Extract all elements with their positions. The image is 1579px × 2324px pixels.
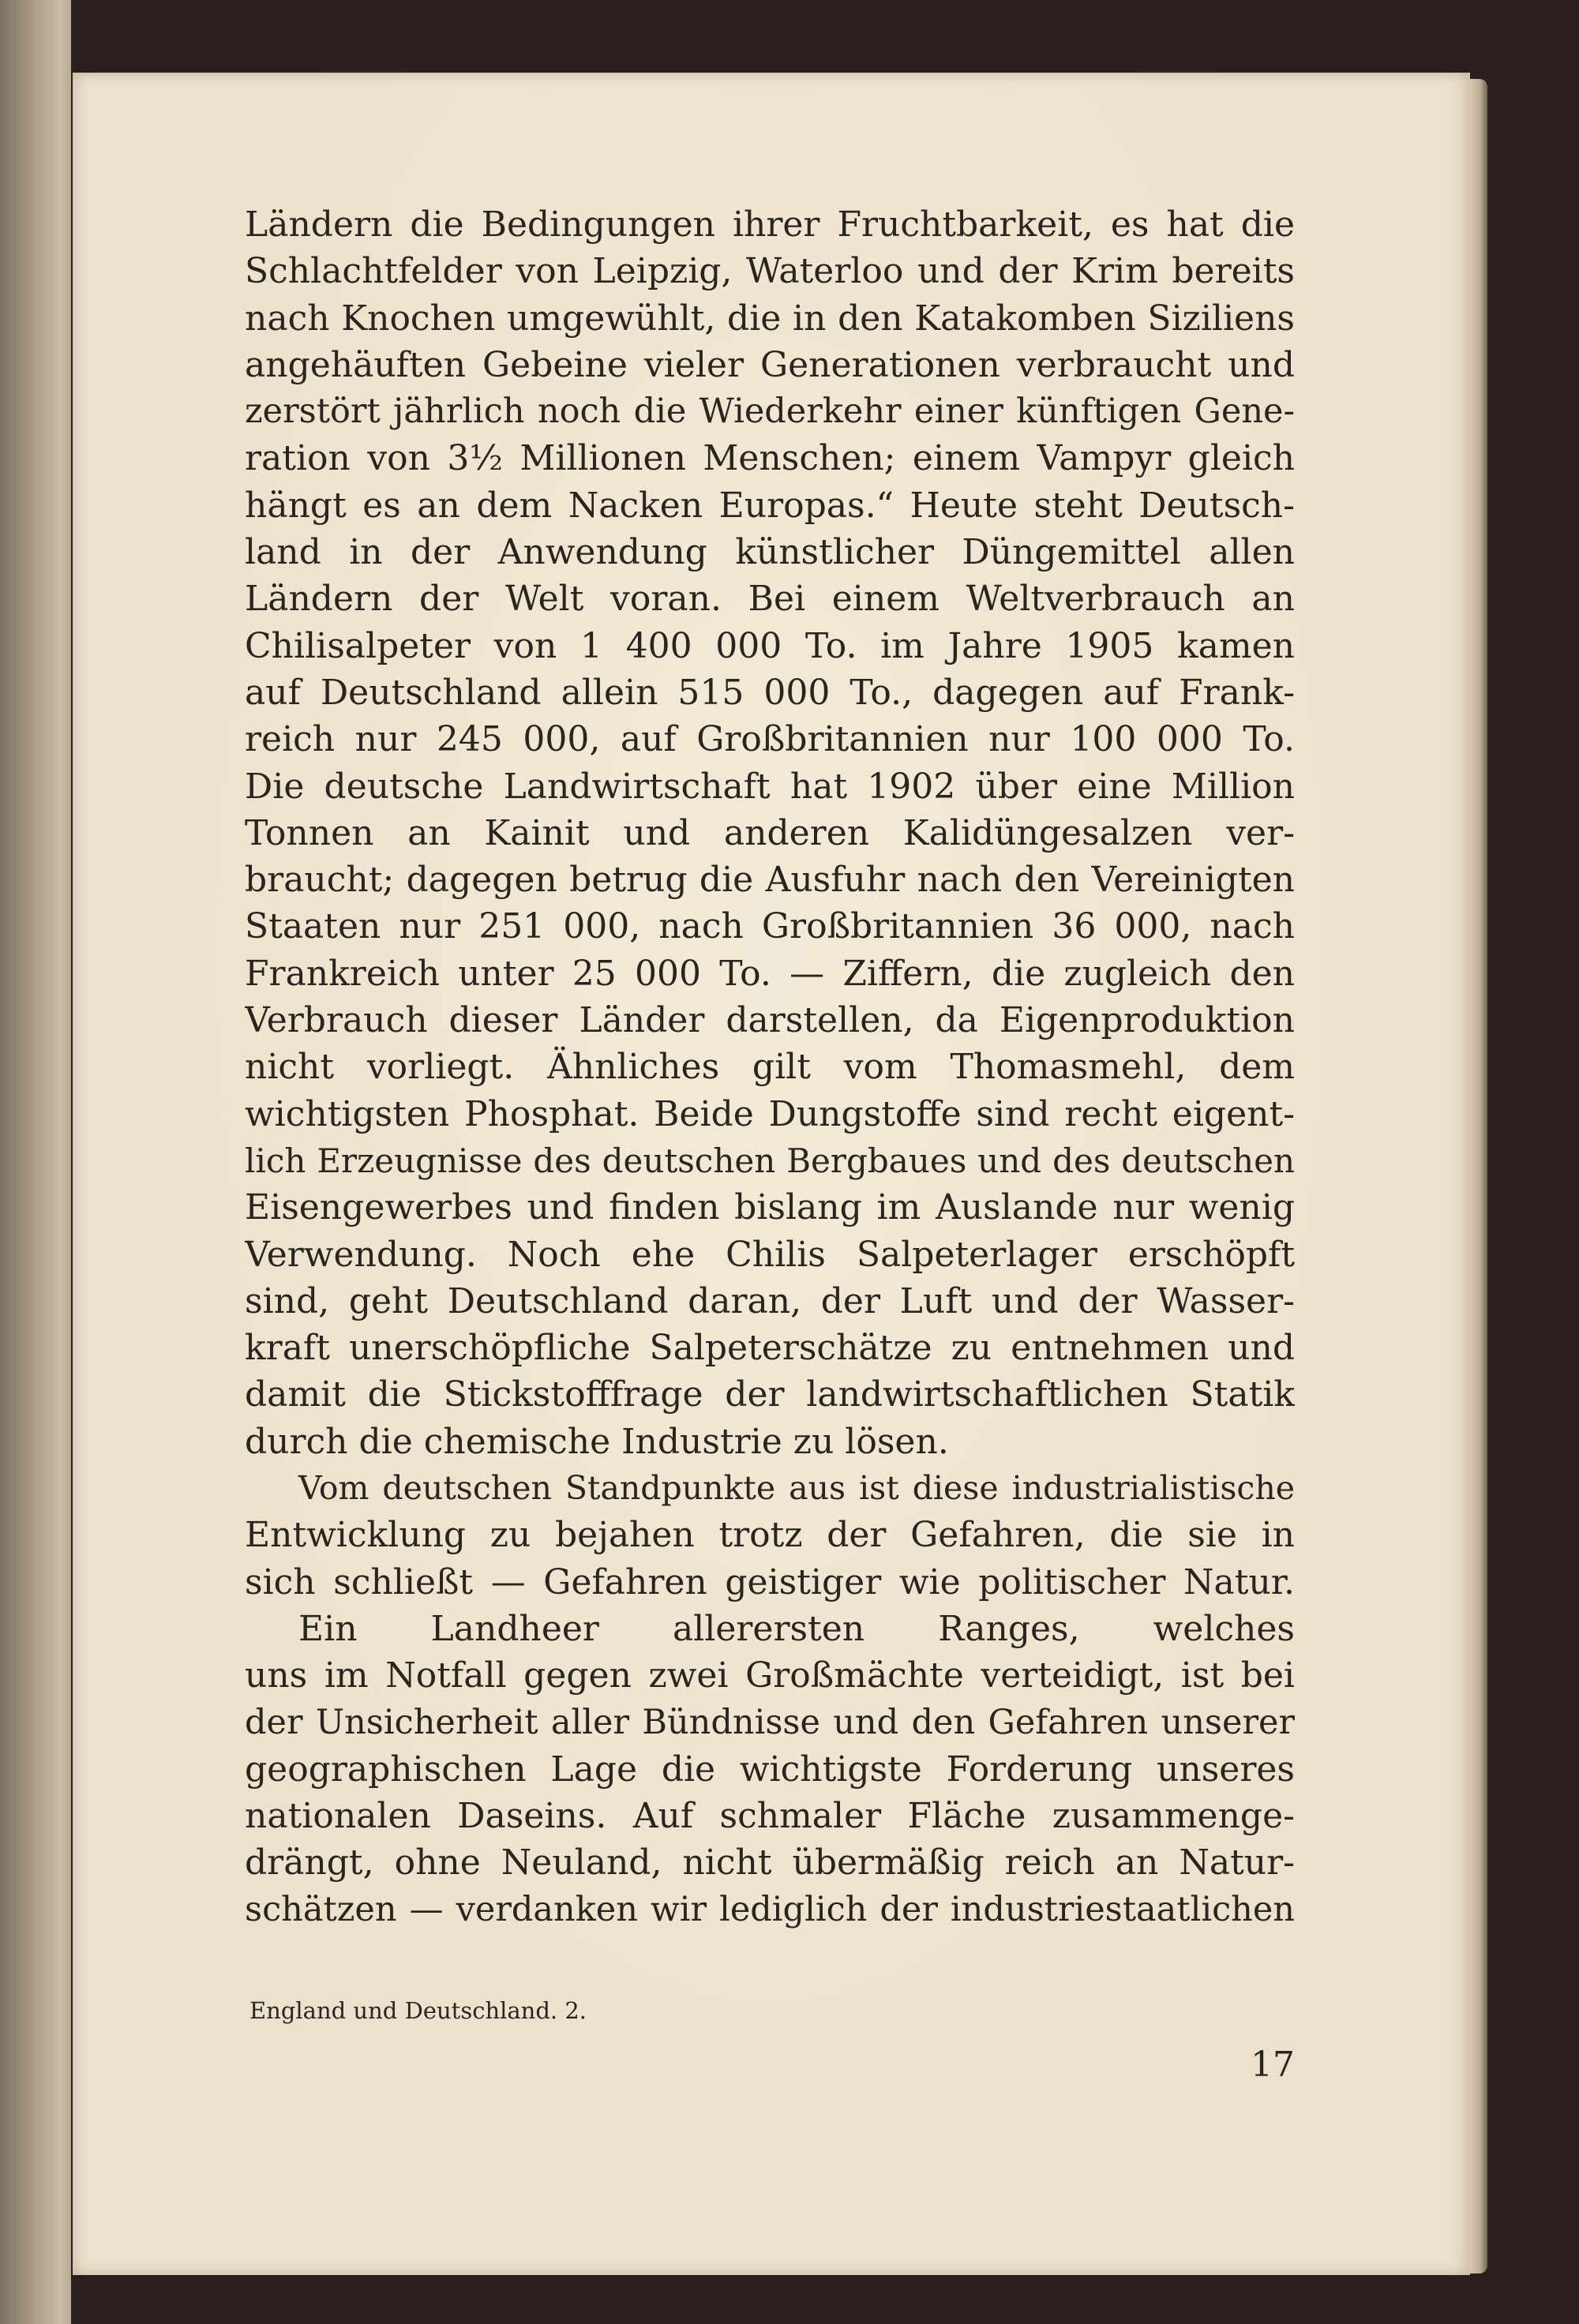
signature-mark: England und Deutschland. 2. (249, 1997, 587, 2024)
text-line: sich schließt — Gefahren geistiger wie politischer Natur. (245, 1561, 1295, 1602)
text-line: nach Knochen umgewühlt, die in den Katakomben Siziliens (245, 298, 1295, 339)
text-line: wichtigsten Phosphat. Beide Dungstoffe sind recht eigent- (245, 1093, 1295, 1134)
text-line: Schlachtfelder von Leipzig, Waterloo und der Krim bereits (245, 251, 1295, 292)
text-line: der Unsicherheit aller Bündnisse und den Gefahren unserer (245, 1702, 1295, 1742)
text-line: land in der Anwendung künstlicher Düngemittel allen (245, 532, 1295, 573)
text-line: drängt, ohne Neuland, nicht übermäßig reich an Natur- (245, 1842, 1295, 1884)
text-line: Verbrauch dieser Länder darstellen, da Eigenproduktion (245, 1000, 1295, 1041)
text-line: schätzen — verdanken wir lediglich der industriestaatlichen (245, 1889, 1295, 1929)
text-line: Frankreich unter 25 000 To. — Ziffern, die zugleich den (245, 953, 1295, 994)
text-line: Ländern die Bedingungen ihrer Fruchtbarkeit, es hat die (245, 204, 1295, 245)
text-line: Tonnen an Kainit und anderen Kalidüngesalzen ver- (245, 812, 1295, 853)
text-line: Entwicklung zu bejahen trotz der Gefahren, die sie in (245, 1515, 1295, 1556)
text-line: reich nur 245 000, auf Großbritannien nur 100 000 To. (245, 719, 1295, 760)
book-spine (0, 0, 71, 2324)
page-edge (1470, 79, 1487, 2273)
text-line: sind, geht Deutschland daran, der Luft und der Wasser- (245, 1280, 1295, 1321)
text-line: Chilisalpeter von 1 400 000 To. im Jahre 1905 kamen (245, 625, 1295, 666)
page-number: 17 (1251, 2045, 1295, 2085)
text-line: auf Deutschland allein 515 000 To., dagegen auf Frank- (245, 672, 1295, 713)
text-line: braucht; dagegen betrug die Ausfuhr nach den Vereinigten (245, 860, 1295, 901)
text-line: kraft unerschöpfliche Salpeterschätze zu entnehmen und (245, 1328, 1295, 1369)
text-line: Ländern der Welt voran. Bei einem Weltverbrauch an (245, 579, 1295, 620)
text-line: ration von 3½ Millionen Menschen; einem Vampyr gleich (245, 438, 1295, 479)
text-line: Ein Landheer allerersten Ranges, welches (298, 1608, 1295, 1649)
text-line: damit die Stickstofffrage der landwirtschaftlichen Statik (245, 1374, 1295, 1415)
text-line: nationalen Daseins. Auf schmaler Fläche zusammenge- (245, 1796, 1295, 1837)
text-line: angehäuften Gebeine vieler Generationen verbraucht und (245, 344, 1295, 385)
text-line: Staaten nur 251 000, nach Großbritannien 36 000, nach (245, 906, 1295, 947)
text-line: zerstört jährlich noch die Wiederkehr einer künftigen Gene- (245, 392, 1295, 432)
text-line: durch die chemische Industrie zu lösen. (245, 1421, 949, 1462)
text-line: nicht vorliegt. Ähnliches gilt vom Thomasmehl, dem (245, 1047, 1295, 1088)
text-line: Die deutsche Landwirtschaft hat 1902 über eine Million (245, 766, 1295, 807)
text-line: geographischen Lage die wichtigste Forderung unseres (245, 1749, 1295, 1790)
text-line: Verwendung. Noch ehe Chilis Salpeterlager erschöpft (245, 1234, 1295, 1275)
text-line: lich Erzeugnisse des deutschen Bergbaues und des deutschen (245, 1141, 1295, 1180)
body-text (245, 201, 1295, 1933)
text-line: Eisengewerbes und finden bislang im Auslande nur wenig (245, 1187, 1295, 1228)
text-line: Vom deutschen Standpunkte aus ist diese industrialistische (298, 1469, 1295, 1508)
text-line: uns im Notfall gegen zwei Großmächte verteidigt, ist bei (245, 1655, 1295, 1696)
text-line: hängt es an dem Nacken Europas.“ Heute steht Deutsch- (245, 485, 1295, 526)
